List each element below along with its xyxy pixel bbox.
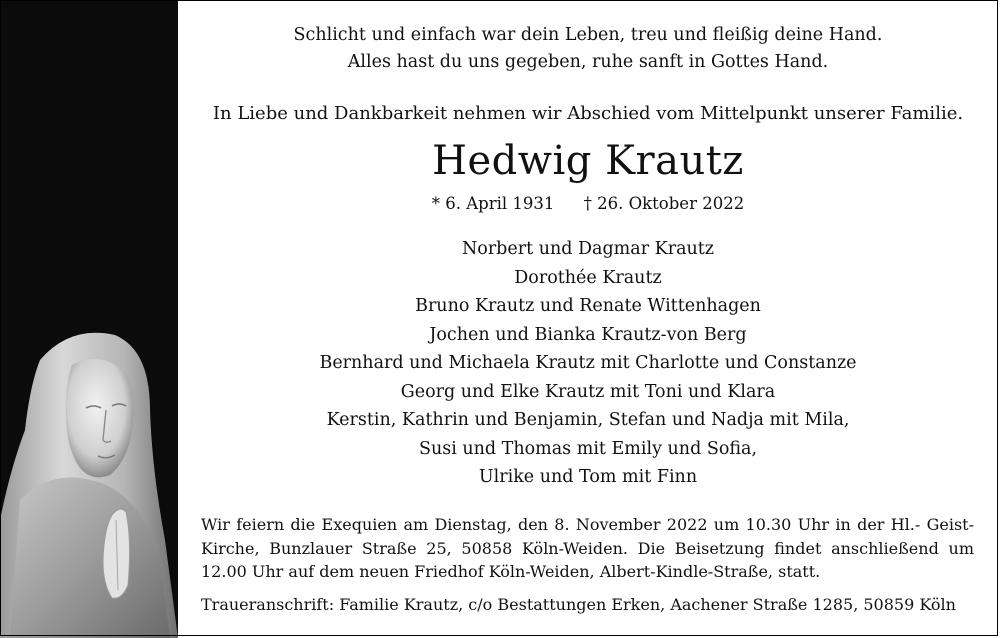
motto-line: Schlicht und einfach war dein Leben, treu und fleißig deine Hand. [293,25,883,45]
mourner-line: Bernhard und Michaela Krautz mit Charlotte und Constanze [319,353,857,373]
mourner-line: Norbert und Dagmar Krautz [461,239,715,259]
mourning-address: Traueranschrift: Familie Krautz, c/o Bestattungen Erken, Aachener Straße 1285, 50859 Köln [201,595,956,614]
service-details: Wir feiern die Exequien am Dienstag, den 8. November 2022 um 10.30 Uhr in der Hl.- Geist-Kirche, Bunzlauer Straße 25, 50858 Köln-Weiden. Die Beisetzung findet anschließend um 12.00 Uhr auf dem neuen Friedhof Köln-Weiden, Albert-Kindle-Straße, statt. [201,515,974,581]
birth-date: * 6. April 1931 [431,194,555,213]
mourner-line: Bruno Krautz und Renate Wittenhagen [415,296,761,316]
mourner-line: Dorothée Krautz [514,267,662,288]
mourner-line: Georg und Elke Krautz mit Toni und Klara [400,381,776,402]
motto-line: Alles hast du uns gegeben, ruhe sanft in Gottes Hand. [347,52,829,72]
intro-text: In Liebe und Dankbarkeit nehmen wir Abschied vom Mittelpunkt unserer Familie. [212,103,964,124]
mourner-line: Ulrike und Tom mit Finn [478,467,698,487]
mourner-line: Kerstin, Kathrin und Benjamin, Stefan und Nadja mit Mila, [326,410,850,430]
death-date: † 26. Oktober 2022 [583,194,745,213]
mourner-line: Susi und Thomas mit Emily und Sofia, [418,438,758,459]
deceased-name: Hedwig Krautz [432,138,744,184]
mourner-line: Jochen und Bianka Krautz-von Berg [429,324,747,345]
